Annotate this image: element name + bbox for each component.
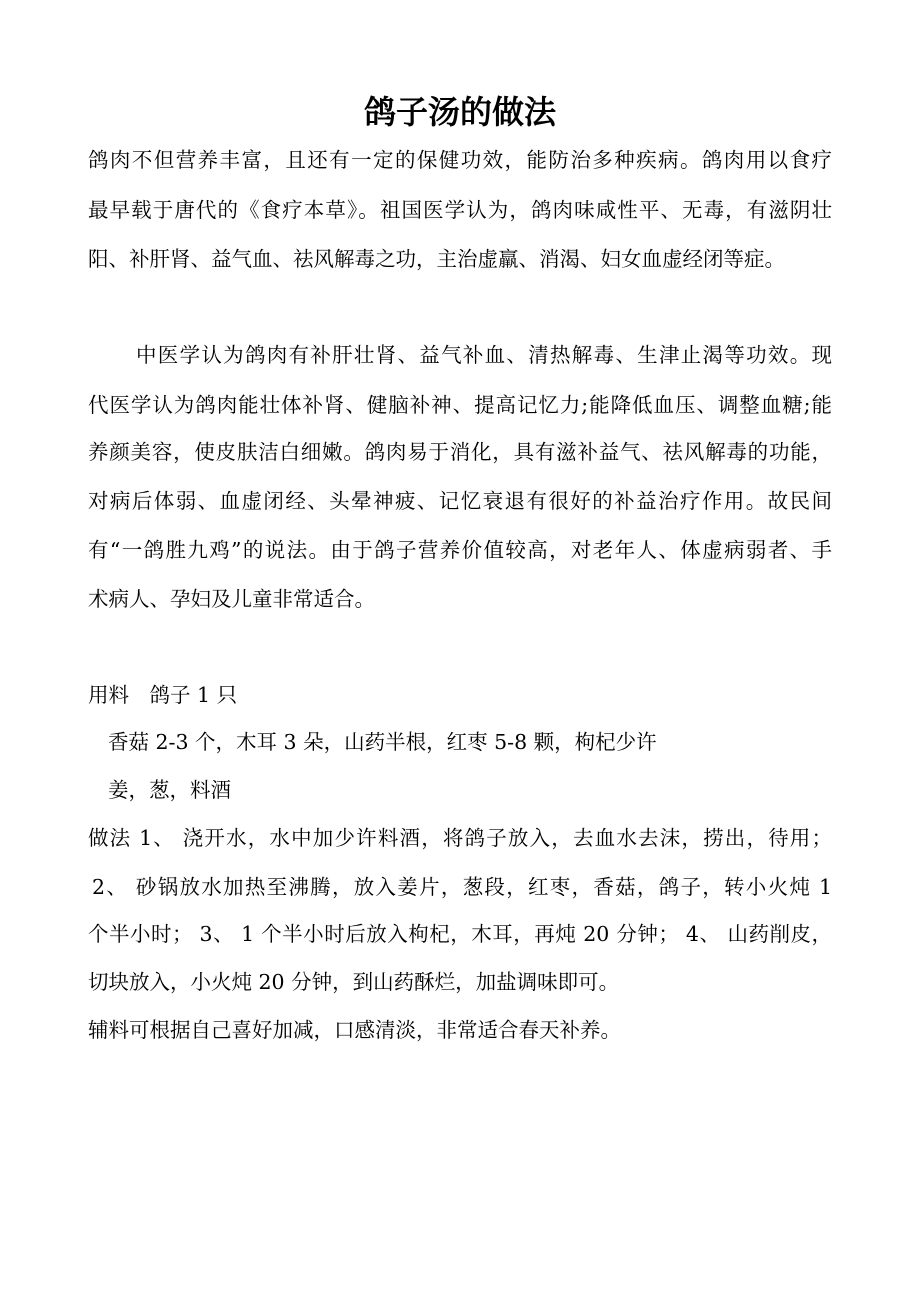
method-line-2: 2、 砂锅放水加热至沸腾，放入姜片，葱段，红枣，香菇，鸽子，转小火炖 1 (92, 875, 832, 899)
intro-line-1: 鸽肉不但营养丰富，且还有一定的保健功效，能防治多种疾病。鸽肉用以食疗 (88, 148, 832, 172)
benefit-line-6: 术病人、孕妇及儿童非常适合。 (88, 587, 375, 611)
closing-note: 辅料可根据自己喜好加减，口感清淡，非常适合春天补养。 (88, 1018, 621, 1042)
method-line-1: 做法 1、 浇开水，水中加少许料酒，将鸽子放入，去血水去沫，捞出，待用； (88, 826, 832, 850)
document-title: 鸽子汤的做法 (363, 93, 556, 131)
benefit-line-4: 对病后体弱、血虚闭经、头晕神疲、记忆衰退有很好的补益治疗作用。故民间 (88, 489, 832, 513)
ingredients-seasoning: 姜，葱，料酒 (108, 778, 231, 802)
benefit-line-3: 养颜美容，使皮肤洁白细嫩。鸽肉易于消化，具有滋补益气、祛风解毒的功能， (88, 440, 832, 464)
benefit-line-2: 代医学认为鸽肉能壮体补肾、健脑补神、提高记忆力;能降低血压、调整血糖;能 (88, 393, 832, 417)
ingredients-secondary: 香菇 2-3 个，木耳 3 朵，山药半根，红枣 5-8 颗，枸杞少许 (108, 730, 657, 754)
ingredients-main: 用料 鸽子 1 只 (88, 683, 238, 707)
benefit-line-5: 有“一鸽胜九鸡”的说法。由于鸽子营养价值较高，对老年人、体虚病弱者、手 (88, 538, 832, 562)
method-line-3: 个半小时； 3、 1 个半小时后放入枸杞，木耳，再炖 20 分钟； 4、 山药削皮， (88, 922, 832, 946)
intro-line-2: 最早载于唐代的《食疗本草》。祖国医学认为，鸽肉味咸性平、无毒，有滋阴壮 (88, 198, 832, 222)
method-line-4: 切块放入，小火炖 20 分钟，到山药酥烂，加盐调味即可。 (88, 970, 620, 994)
benefit-line-1: 中医学认为鸽肉有补肝壮肾、益气补血、清热解毒、生津止渴等功效。现 (136, 343, 832, 367)
intro-line-3: 阳、补肝肾、益气血、祛风解毒之功，主治虚羸、消渴、妇女血虚经闭等症。 (88, 247, 785, 271)
